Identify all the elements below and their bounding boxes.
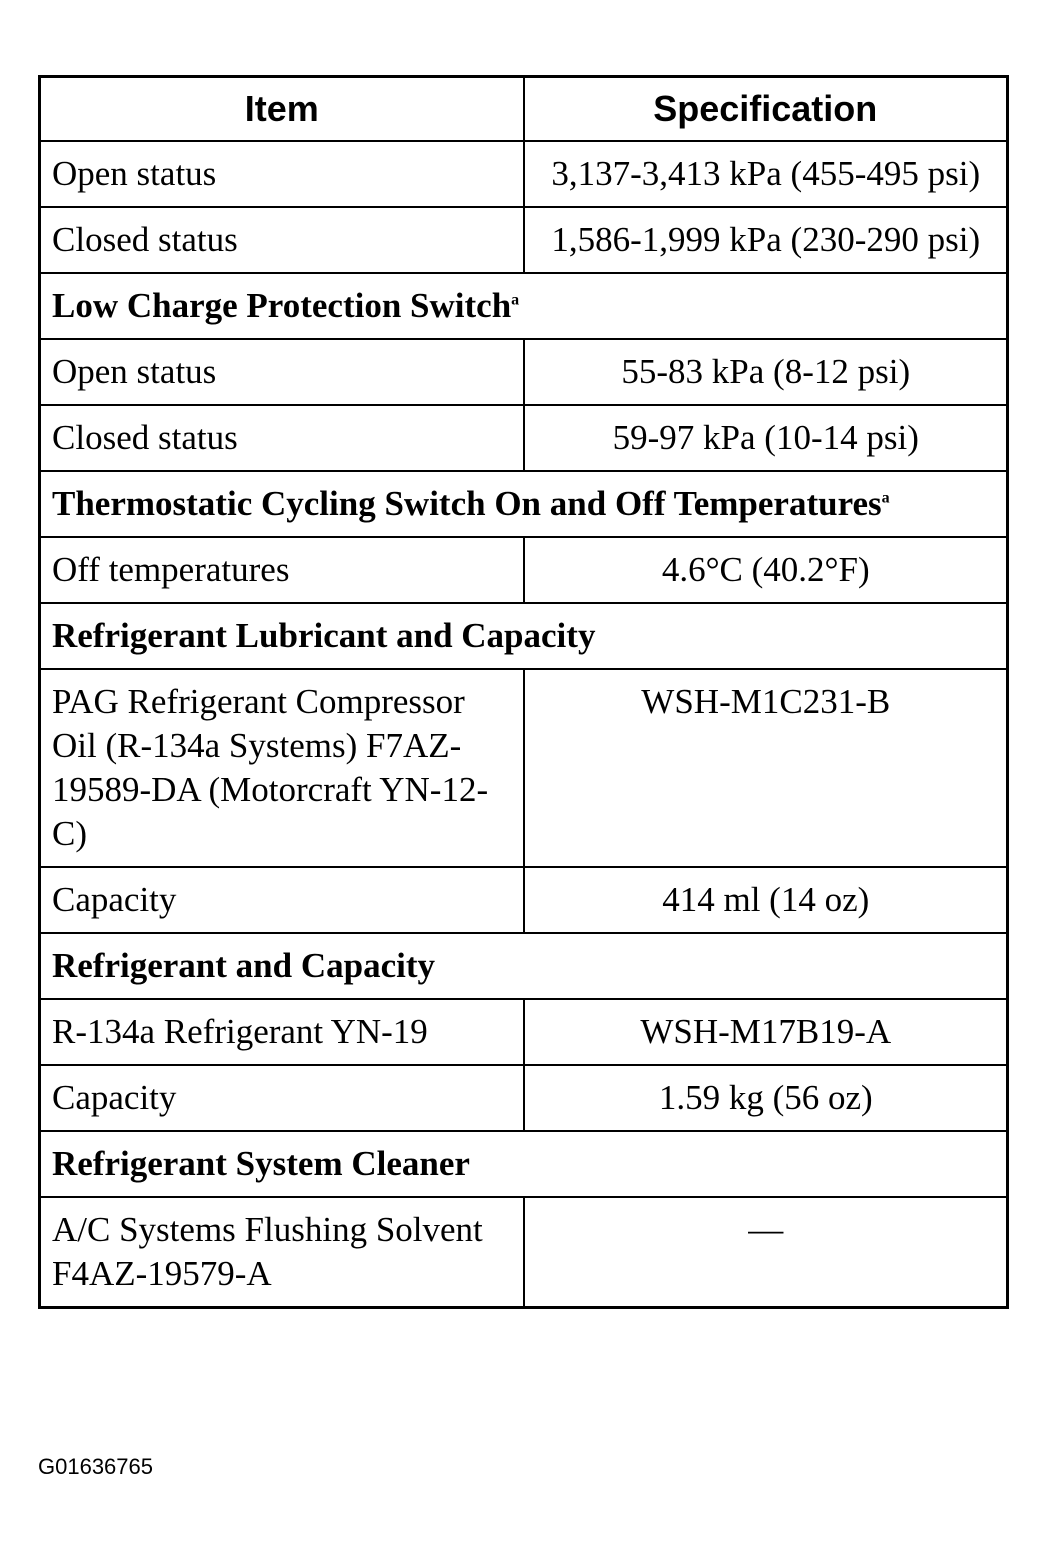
section-title xyxy=(40,933,1008,999)
item-cell: Closed status xyxy=(40,405,524,471)
specification-cell: 1,586-1,999 kPa (230-290 psi) xyxy=(524,207,1008,273)
section-title xyxy=(40,1131,1008,1197)
item-cell: Closed status xyxy=(40,207,524,273)
section-title xyxy=(40,273,1008,339)
specification-table xyxy=(38,75,1009,1309)
section-title xyxy=(40,603,1008,669)
specification-cell: WSH-M1C231-B xyxy=(524,669,1008,867)
item-cell: Capacity xyxy=(40,867,524,933)
specification-cell: 3,137-3,413 kPa (455-495 psi) xyxy=(524,141,1008,207)
table-row xyxy=(40,999,1008,1065)
footnote-marker: a xyxy=(511,291,520,309)
item-cell: Off temperatures xyxy=(40,537,524,603)
specification-cell: 55-83 kPa (8-12 psi) xyxy=(524,339,1008,405)
table-row xyxy=(40,867,1008,933)
section-row xyxy=(40,273,1008,339)
specification-cell: 414 ml (14 oz) xyxy=(524,867,1008,933)
table-row xyxy=(40,141,1008,207)
specification-cell: 1.59 kg (56 oz) xyxy=(524,1065,1008,1131)
specification-cell: 4.6°C (40.2°F) xyxy=(524,537,1008,603)
section-row xyxy=(40,603,1008,669)
section-title-text: Refrigerant Lubricant and Capacity xyxy=(52,616,596,655)
table-body xyxy=(40,141,1008,1308)
item-cell: Open status xyxy=(40,141,524,207)
table-row xyxy=(40,669,1008,867)
figure-id: G01636765 xyxy=(38,1454,153,1479)
table-row xyxy=(40,1065,1008,1131)
header-specification: Specification xyxy=(524,77,1008,142)
table-row xyxy=(40,207,1008,273)
specification-cell: — xyxy=(524,1197,1008,1308)
section-row xyxy=(40,471,1008,537)
item-cell: Open status xyxy=(40,339,524,405)
item-cell: A/C Systems Flushing Solvent F4AZ-19579-A xyxy=(40,1197,524,1308)
section-row xyxy=(40,1131,1008,1197)
item-cell: R-134a Refrigerant YN-19 xyxy=(40,999,524,1065)
item-cell: Capacity xyxy=(40,1065,524,1131)
specification-cell: WSH-M17B19-A xyxy=(524,999,1008,1065)
table-row xyxy=(40,339,1008,405)
table-row xyxy=(40,1197,1008,1308)
item-cell: PAG Refrigerant Compressor Oil (R-134a Systems) F7AZ-19589-DA (Motorcraft YN-12-C) xyxy=(40,669,524,867)
table-row xyxy=(40,405,1008,471)
footnote-marker: a xyxy=(881,489,890,507)
section-title-text: Refrigerant System Cleaner xyxy=(52,1144,470,1183)
table-row xyxy=(40,537,1008,603)
section-title-text: Refrigerant and Capacity xyxy=(52,946,436,985)
section-title xyxy=(40,471,1008,537)
section-title-text: Thermostatic Cycling Switch On and Off Temperatures xyxy=(52,484,882,523)
section-title-text: Low Charge Protection Switch xyxy=(52,286,512,325)
section-row xyxy=(40,933,1008,999)
header-item: Item xyxy=(40,77,524,142)
table-header-row xyxy=(40,77,1008,142)
specification-cell: 59-97 kPa (10-14 psi) xyxy=(524,405,1008,471)
